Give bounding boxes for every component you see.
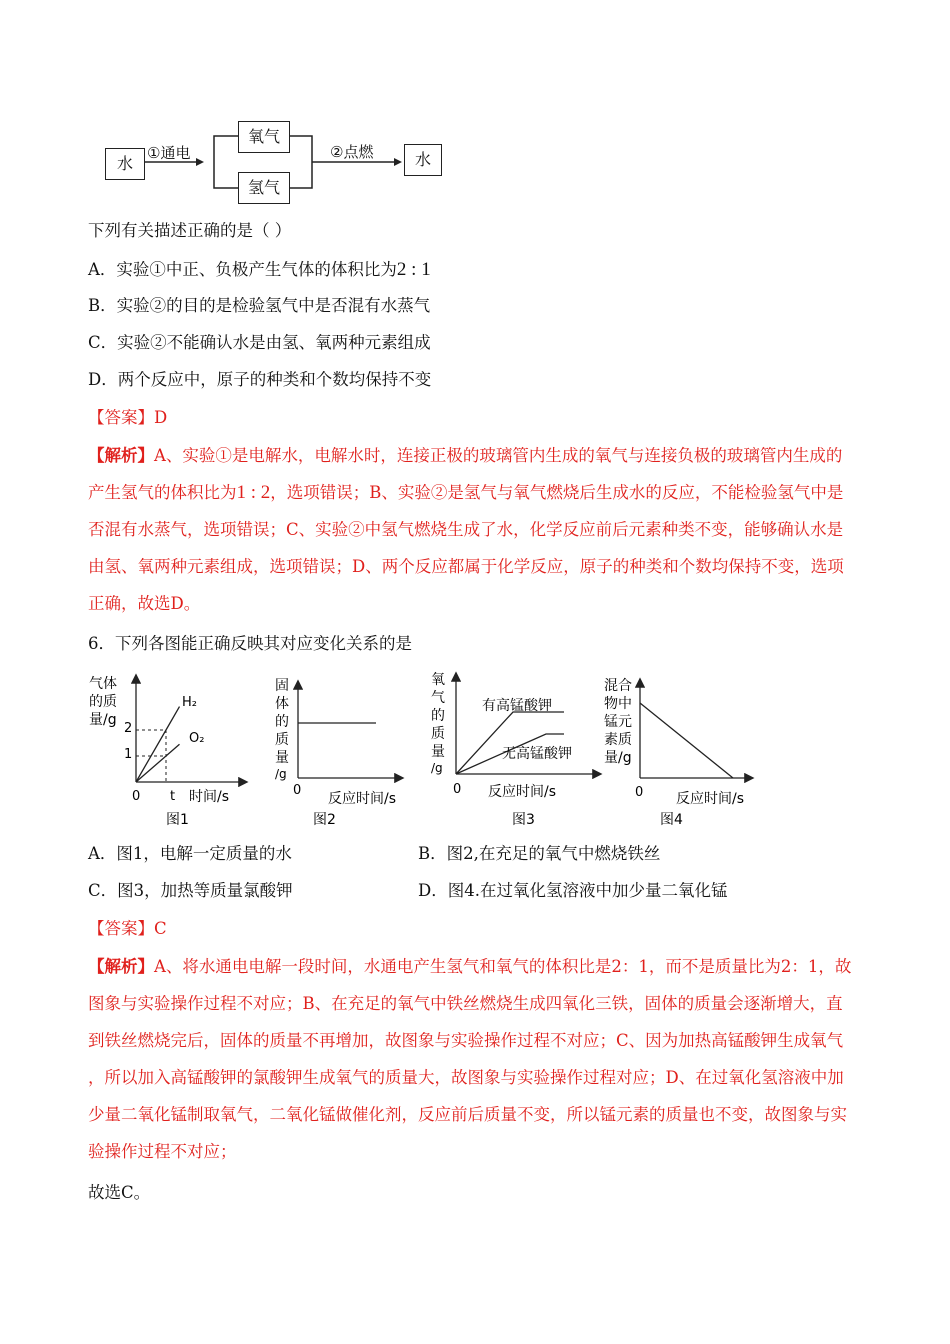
fig1-ylabel-3: 量/g bbox=[89, 712, 117, 728]
fig2-ylabel-3: 的 bbox=[275, 714, 289, 730]
q6-analysis bbox=[88, 948, 862, 1170]
fig3-label-with: 有高锰酸钾 bbox=[482, 698, 552, 714]
figure-3-chart bbox=[424, 668, 604, 830]
fig1-xlabel: 时间/s bbox=[189, 789, 230, 805]
q6-analysis-line-4: ，所以加入高锰酸钾的氯酸钾生成氧气的质量大，故图象与实验操作过程对应；D、在过氧化氢溶液中加 bbox=[88, 1068, 844, 1087]
fig4-ylabel-5: 量/g bbox=[604, 750, 632, 766]
fig3-ylabel-3: 的 bbox=[431, 708, 445, 724]
q5-analysis-ratio: 1 : 2 bbox=[236, 482, 271, 503]
q5-option-b: B．实验②的目的是检验氢气中是否混有水蒸气 bbox=[88, 296, 431, 315]
fig3-ylabel-2: 气 bbox=[431, 690, 445, 706]
fig1-series-h2 bbox=[136, 707, 180, 782]
q5-option-d: D．两个反应中，原子的种类和个数均保持不变 bbox=[88, 370, 432, 389]
q6-analysis-text-1: A、将水通电电解一段时间，水通电产生氢气和氧气的体积比是2：1，而不是质量比为2：1，故 bbox=[154, 957, 852, 976]
q5-answer: 【答案】D bbox=[88, 408, 168, 427]
fig3-ylabel-6: /g bbox=[431, 761, 443, 775]
q6-analysis-line-3: 到铁丝燃烧完后，固体的质量不再增加，故图象与实验操作过程不对应；C、因为加热高锰酸钾生成氧气 bbox=[88, 1031, 844, 1050]
q6-analysis-line-1 bbox=[88, 948, 862, 985]
q5-analysis-text-1: A、实验①是电解水，电解水时，连接正极的玻璃管内生成的氧气与连接负极的玻璃管内生成的 bbox=[154, 446, 843, 465]
fig2-caption: 图2 bbox=[313, 812, 336, 828]
fig4-caption: 图4 bbox=[660, 812, 683, 828]
q5-option-a-ratio: 2 : 1 bbox=[396, 259, 431, 280]
q5-analysis-text-2a: 产生氢气的体积比为 bbox=[88, 483, 237, 502]
fig3-series-with bbox=[456, 712, 564, 774]
arrow-head-2 bbox=[394, 158, 402, 166]
q6-analysis-tag: 【解析】 bbox=[88, 957, 154, 976]
q6-conclusion: 故选C。 bbox=[88, 1183, 151, 1202]
fig4-ylabel-4: 素质 bbox=[604, 732, 632, 748]
q6-option-b: B．图2,在充足的氧气中燃烧铁丝 bbox=[418, 844, 661, 863]
fig1-ytick-2: 2 bbox=[124, 721, 133, 736]
fig2-ylabel-4: 质 bbox=[275, 732, 289, 748]
water-box-right: 水 bbox=[404, 144, 442, 176]
fig4-ylabel-1: 混合 bbox=[604, 678, 632, 694]
fig1-ytick-1: 1 bbox=[124, 747, 133, 762]
fig3-origin: 0 bbox=[453, 782, 462, 797]
fig2-ylabel-5: 量 bbox=[275, 750, 289, 766]
q5-stem: 下列有关描述正确的是（ ） bbox=[88, 221, 292, 240]
fig2-ylabel-1: 固 bbox=[275, 678, 289, 694]
fig3-label-without: 无高锰酸钾 bbox=[502, 746, 572, 762]
q5-analysis-line-4: 由氢、氧两种元素组成，选项错误；D、两个反应都属于化学反应，原子的种类和个数均保持不变，选项 bbox=[88, 557, 844, 576]
figure-4-chart bbox=[600, 668, 760, 830]
q6-analysis-line-6: 验操作过程不对应； bbox=[88, 1142, 237, 1161]
fig3-ylabel-5: 量 bbox=[431, 744, 445, 760]
q5-analysis-line-5: 正确，故选D。 bbox=[88, 594, 201, 613]
fig2-ylabel-6: /g bbox=[275, 767, 287, 781]
step1-label: ①通电 bbox=[147, 144, 191, 162]
fig1-o2-label: O₂ bbox=[189, 731, 205, 746]
fig4-origin: 0 bbox=[635, 785, 644, 800]
q5-analysis-text-2b: ，选项错误；B、实验②是氢气与氧气燃烧后生成水的反应，不能检验氢气中是 bbox=[270, 483, 844, 502]
water-box-left: 水 bbox=[105, 148, 145, 180]
q6-stem: 6．下列各图能正确反映其对应变化关系的是 bbox=[88, 634, 412, 653]
q6-analysis-line-5: 少量二氧化锰制取氧气，二氧化锰做催化剂，反应前后质量不变，所以锰元素的质量也不变，故图象与实 bbox=[88, 1105, 847, 1124]
fig1-origin: 0 bbox=[132, 789, 141, 804]
q6-option-d: D．图4.在过氧化氢溶液中加少量二氧化锰 bbox=[418, 881, 728, 900]
fig4-series bbox=[640, 703, 733, 778]
fig1-series-o2 bbox=[136, 744, 180, 782]
oxygen-box: 氧气 bbox=[238, 121, 290, 153]
q6-option-a: A．图1，电解一定质量的水 bbox=[88, 844, 292, 863]
fig1-h2-label: H₂ bbox=[182, 695, 197, 710]
q6-answer: 【答案】C bbox=[88, 919, 167, 938]
hydrogen-box: 氢气 bbox=[238, 172, 290, 204]
q5-analysis bbox=[88, 437, 862, 622]
fig3-xlabel: 反应时间/s bbox=[488, 784, 557, 800]
figure-2-chart bbox=[268, 668, 408, 830]
fig2-ylabel-2: 体 bbox=[275, 696, 289, 712]
fig2-origin: 0 bbox=[293, 783, 302, 798]
q5-option-c: C．实验②不能确认水是由氢、氧两种元素组成 bbox=[88, 333, 431, 352]
q6-option-c: C．图3，加热等质量氯酸钾 bbox=[88, 881, 293, 900]
join-bracket bbox=[288, 136, 312, 188]
step2-label: ②点燃 bbox=[330, 143, 374, 161]
figure-1-chart bbox=[86, 668, 256, 830]
q5-option-a-text: A．实验①中正、负极产生气体的体积比为 bbox=[88, 260, 397, 279]
q5-analysis-tag: 【解析】 bbox=[88, 446, 154, 465]
fig4-ylabel-3: 锰元 bbox=[604, 714, 632, 730]
fig3-ylabel-4: 质 bbox=[431, 726, 445, 742]
split-bracket bbox=[214, 136, 238, 188]
fig4-ylabel-2: 物中 bbox=[604, 696, 632, 712]
fig3-caption: 图3 bbox=[512, 812, 535, 828]
fig1-ylabel-2: 的质 bbox=[89, 694, 117, 710]
arrow-head-1 bbox=[196, 158, 204, 166]
q5-analysis-line-2 bbox=[88, 474, 862, 511]
q5-analysis-line-1 bbox=[88, 437, 862, 474]
q5-option-a bbox=[88, 258, 431, 282]
fig1-ylabel-1: 气体 bbox=[89, 676, 117, 692]
fig1-caption: 图1 bbox=[166, 812, 189, 828]
q5-analysis-line-3: 否混有水蒸气，选项错误；C、实验②中氢气燃烧生成了水，化学反应前后元素种类不变，能够确认水是 bbox=[88, 520, 844, 539]
fig4-xlabel: 反应时间/s bbox=[676, 791, 745, 807]
q6-analysis-line-2: 图象与实验操作过程不对应；B、在充足的氧气中铁丝燃烧生成四氧化三铁，固体的质量会逐渐增大，直 bbox=[88, 994, 843, 1013]
fig1-xtick-t: t bbox=[170, 789, 176, 804]
fig2-xlabel: 反应时间/s bbox=[328, 791, 397, 807]
fig3-ylabel-1: 氧 bbox=[431, 672, 445, 688]
